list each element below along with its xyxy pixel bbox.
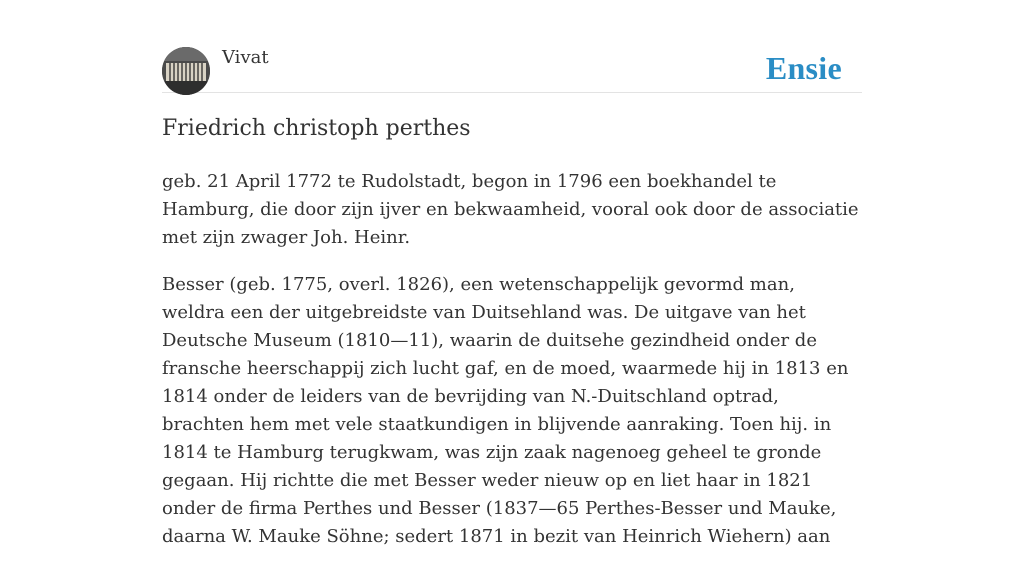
avatar[interactable]	[162, 47, 210, 95]
page	[162, 0, 862, 547]
books-image-icon	[162, 47, 210, 95]
brand-logo[interactable]: Ensie	[765, 50, 842, 86]
paragraph: Besser (geb. 1775, overl. 1826), een wetenschappelijk gevormd man, weldra een der uitgebreidste van Duitsehland was. De uitgave van het Deutsche Museum (1810—11), waarin de duitsehe gezindheid onder de fransche heerschappij zich lucht gaf, en de moed, waarmede hij in 1813 en 1814 onder de leiders van de bevrijding van N.-Duitschland optrad, brachten hem met vele staatkundigen in blijvende aanraking. Toen hij. in 1814 te Hamburg terugkwam, was zijn zaak nagenoeg geheel te gronde gegaan. Hij richtte die met Besser weder nieuw op en liet haar in 1821 onder de firma Perthes und Besser (1837—65 Perthes-Besser und Mauke, daarna W. Mauke Söhne; sedert 1871 in bezit van Heinrich Wiehern) aan	[162, 274, 849, 547]
paragraph: geb. 21 April 1772 te Rudolstadt, begon in 1796 een boekhandel te Hamburg, die door zijn ijver en bekwaamheid, vooral ook door de associatie met zijn zwager Joh. Heinr.	[162, 171, 859, 248]
header	[162, 0, 862, 93]
article-body	[162, 168, 862, 570]
user-name[interactable]: Vivat	[222, 47, 269, 68]
article-title: Friedrich christoph perthes	[162, 116, 471, 141]
